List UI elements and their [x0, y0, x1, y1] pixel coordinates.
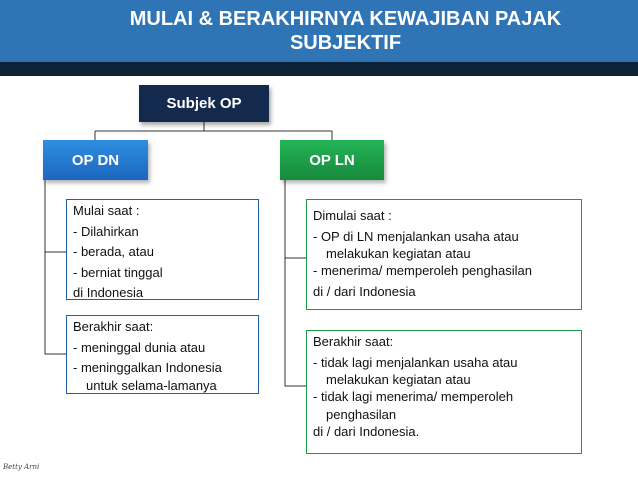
text-line: - OP di LN menjalankan usaha atau [313, 228, 519, 244]
connector-dn-end [45, 252, 66, 354]
text-line: - meninggalkan Indonesia [73, 360, 222, 375]
branch-node-op-dn: OP DN [43, 140, 148, 180]
text-line: - tidak lagi menerima/ memperoleh [313, 389, 514, 404]
text-line: di Indonesia [73, 285, 144, 300]
root-node-subjek-op: Subjek OP [139, 85, 269, 122]
connector-dn-start [45, 180, 66, 252]
text-line: - berniat tinggal [73, 264, 163, 280]
op-ln-end-box [306, 330, 582, 454]
text-line: di / dari Indonesia. [313, 423, 420, 439]
slide-title-line2: SUBJEKTIF [289, 32, 402, 54]
text-line: untuk selama-lamanya [86, 377, 217, 393]
text-line: - Dilahirkan [73, 223, 139, 239]
branch-node-op-ln: OP LN [280, 140, 384, 180]
text-line: - berada, atau [73, 244, 154, 259]
connector-ln-end [285, 258, 306, 386]
slide-title-line1: MULAI & BERAKHIRNYA KEWAJIBAN PAJAK [129, 8, 562, 30]
text-line: melakukan kegiatan atau [326, 372, 471, 387]
text-line: Berakhir saat: [73, 319, 154, 334]
text-line: Dimulai saat : [313, 208, 392, 223]
text-line: Mulai saat : [73, 203, 140, 218]
op-ln-start-box [306, 199, 582, 310]
connector-ln-start [285, 180, 306, 258]
text-line: Berakhir saat: [313, 334, 394, 349]
text-line: - menerima/ memperoleh penghasilan [313, 263, 532, 278]
op-dn-start-box [66, 199, 259, 300]
text-line: penghasilan [326, 406, 397, 422]
text-line: melakukan kegiatan atau [326, 246, 471, 261]
text-line: - tidak lagi menjalankan usaha atau [313, 354, 518, 370]
text-line: - meninggal dunia atau [73, 339, 206, 355]
text-line: di / dari Indonesia [313, 283, 416, 299]
author-signature: Betty Arni [3, 463, 40, 471]
op-dn-end-box [66, 315, 259, 394]
